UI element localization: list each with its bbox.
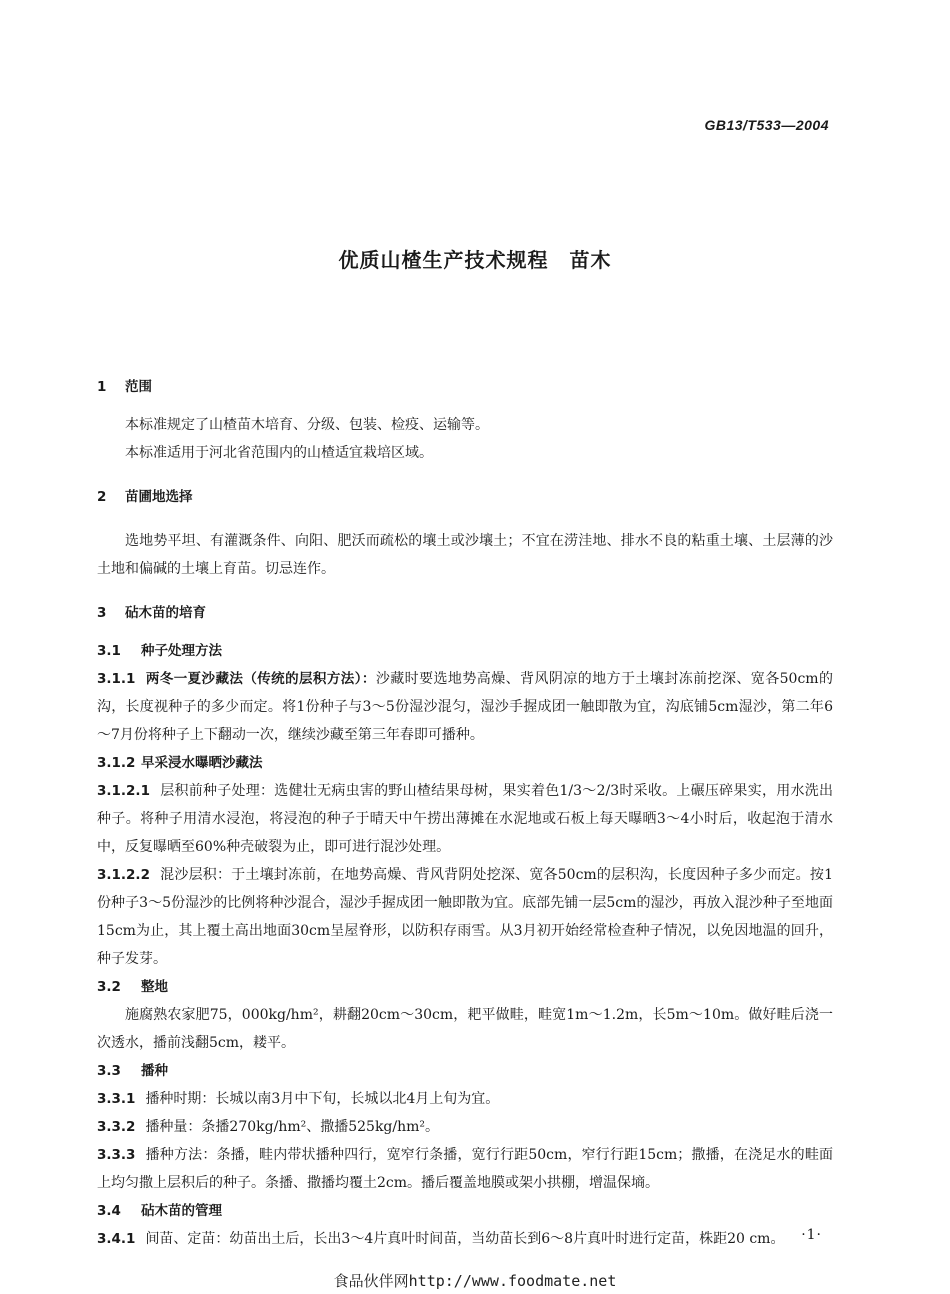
clause-number: 3.3.2 xyxy=(97,1119,136,1135)
section-title: 砧木苗的管理 xyxy=(141,1203,222,1219)
section-3-4-heading xyxy=(97,1197,833,1225)
section-1-heading xyxy=(97,373,833,401)
document-title: 优质山楂生产技术规程 苗木 xyxy=(338,248,612,272)
clause-text: 层积前种子处理：选健壮无病虫害的野山楂结果母树，果实着色1/3～2/3时采收。上碾压碎果实，用水洗出种子。将种子用清水浸泡，将浸泡的种子于晴天中午捞出薄摊在水泥地或石板上每天曝晒3～4小时后，收起泡于清水中，反复曝晒至60%种壳破裂为止，即可进行混沙处理。 xyxy=(97,783,833,855)
footer-watermark: 食品伙伴网http://www.foodmate.net xyxy=(333,1272,617,1290)
clause-3-1-1 xyxy=(97,665,833,749)
section-3-2-paragraph: 施腐熟农家肥75，000kg/hm²，耕翻20cm～30cm，耙平做畦，畦宽1m～1.2m，长5m～10m。做好畦后浇一次透水，播前浅翻5cm，耧平。 xyxy=(97,1007,833,1051)
section-title: 种子处理方法 xyxy=(141,643,222,659)
clause-text: 间苗、定苗：幼苗出土后，长出3～4片真叶时间苗，当幼苗长到6～8片真叶时进行定苗，株距20 cm。 xyxy=(145,1231,785,1247)
section-number: 3.3 xyxy=(97,1063,121,1079)
standard-code: GB13/T533—2004 xyxy=(704,117,829,133)
section-number: 3.1 xyxy=(97,643,121,659)
section-title: 播种 xyxy=(141,1063,168,1079)
section-1-paragraph-1: 本标准规定了山楂苗木培育、分级、包装、检疫、运输等。 xyxy=(125,417,489,433)
clause-number: 3.4.1 xyxy=(97,1231,136,1247)
section-title: 整地 xyxy=(141,979,168,995)
clause-number: 3.3.3 xyxy=(97,1147,136,1163)
section-number: 1 xyxy=(97,379,107,395)
clause-text: 混沙层积：于土壤封冻前，在地势高燥、背风背阴处挖深、宽各50cm的层积沟，长度因种子多少而定。按1份种子3～5份湿沙的比例将种沙混合，湿沙手握成团一触即散为宜。底部先铺一层5cm的湿沙，再放入混沙种子至地面15cm为止，其上覆土高出地面30cm呈屋脊形，以防积存雨雪。从3月初开始经常检查种子情况，以免因地温的回升，种子发芽。 xyxy=(97,867,833,967)
clause-3-4-1 xyxy=(97,1225,833,1253)
clause-number: 3.1.1 xyxy=(97,671,136,687)
section-3-1-2-heading xyxy=(97,749,833,777)
clause-3-3-3 xyxy=(97,1141,833,1197)
section-number: 3 xyxy=(97,605,107,621)
section-number: 2 xyxy=(97,489,107,505)
section-1-paragraph-2: 本标准适用于河北省范围内的山楂适宜栽培区域。 xyxy=(125,445,433,461)
section-number: 3.2 xyxy=(97,979,121,995)
section-3-heading xyxy=(97,599,833,627)
section-3-1-heading xyxy=(97,637,833,665)
section-3-2-heading xyxy=(97,973,833,1001)
section-title: 砧木苗的培育 xyxy=(125,605,206,621)
section-2-heading xyxy=(97,483,833,511)
section-number: 3.1.2 xyxy=(97,755,136,771)
clause-text: 播种时期：长城以南3月中下旬，长城以北4月上旬为宜。 xyxy=(145,1091,500,1107)
section-number: 3.4 xyxy=(97,1203,121,1219)
section-title: 早采浸水曝晒沙藏法 xyxy=(141,755,263,771)
clause-3-3-2 xyxy=(97,1113,833,1141)
section-3-3-heading xyxy=(97,1057,833,1085)
clause-3-1-2-2 xyxy=(97,861,833,973)
section-title: 苗圃地选择 xyxy=(125,489,193,505)
section-title: 范围 xyxy=(125,379,152,395)
page-number: ·1· xyxy=(801,1227,822,1243)
clause-3-3-1 xyxy=(97,1085,833,1113)
clause-number: 3.3.1 xyxy=(97,1091,136,1107)
clause-number: 3.1.2.2 xyxy=(97,867,150,883)
section-2-paragraph: 选地势平坦、有灌溉条件、向阳、肥沃而疏松的壤土或沙壤土；不宜在涝洼地、排水不良的粘重土壤、土层薄的沙土地和偏碱的土壤上育苗。切忌连作。 xyxy=(97,533,833,577)
clause-title: 两冬一夏沙藏法（传统的层积方法）： xyxy=(145,671,376,687)
clause-3-1-2-1 xyxy=(97,777,833,861)
clause-text: 沙藏时要选地势高燥、背风阴凉的地方于土壤封冻前挖深、宽各50cm的沟，长度视种子的多少而定。将1份种子与3～5份湿沙混匀，湿沙手握成团一触即散为宜，沟底铺5cm湿沙，第二年6～7月份将种子上下翻动一次，继续沙藏至第三年春即可播种。 xyxy=(97,671,834,743)
document-body xyxy=(97,373,833,1253)
clause-text: 播种方法：条播，畦内带状播种四行，宽窄行条播，宽行行距50cm，窄行行距15cm；撒播，在浇足水的畦面上均匀撒上层积后的种子。条播、撒播均覆土2cm。播后覆盖地膜或架小拱棚，增温保墒。 xyxy=(97,1147,833,1191)
clause-number: 3.1.2.1 xyxy=(97,783,150,799)
clause-text: 播种量：条播270kg/hm²、撒播525kg/hm²。 xyxy=(145,1119,440,1135)
